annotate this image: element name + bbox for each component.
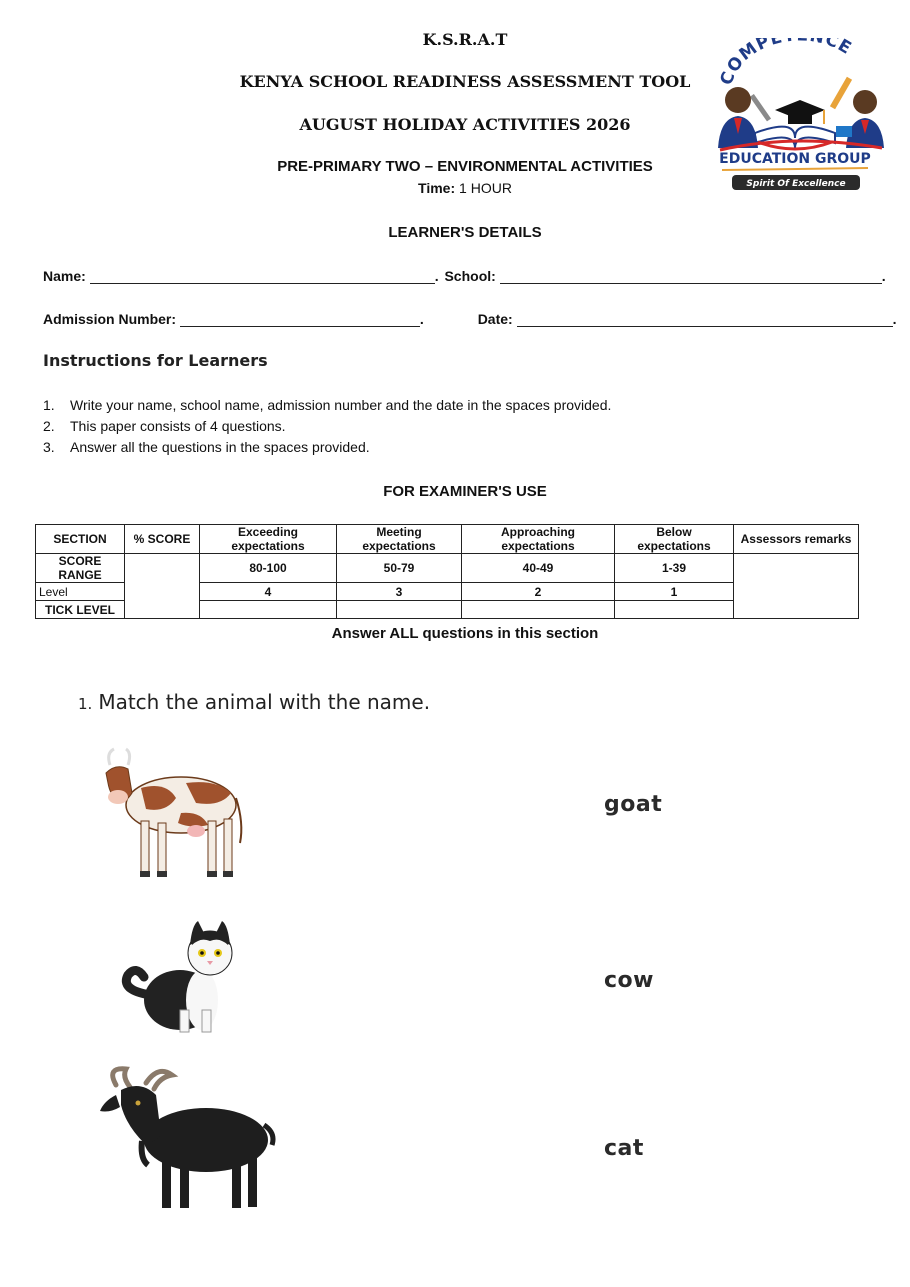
date-label: Date:: [477, 311, 513, 327]
assessment-title: KENYA SCHOOL READINESS ASSESSMENT TOOL: [239, 72, 691, 91]
logo-arc-text: COMPE CE: [716, 38, 856, 88]
col-approaching: Approaching expectations: [462, 525, 615, 554]
instruction-item: [43, 397, 611, 418]
col-exceeding: Exceeding expectations: [200, 525, 337, 554]
time-value: 1 HOUR: [459, 180, 512, 196]
question-1: [78, 690, 430, 714]
table-header-row: [36, 525, 859, 554]
instruction-text: Write your name, school name, admission number and the date in the spaces provided.: [70, 397, 612, 413]
question-number: 1.: [78, 695, 93, 713]
examiner-heading: FOR EXAMINER'S USE: [383, 483, 547, 500]
instruction-number: 1.: [43, 397, 55, 413]
admission-field[interactable]: [180, 313, 420, 327]
learner-details-heading: LEARNER'S DETAILS: [388, 224, 542, 241]
col-section: SECTION: [36, 525, 125, 554]
activities-subtitle: AUGUST HOLIDAY ACTIVITIES 2026: [299, 115, 631, 134]
level-cell: 1: [615, 583, 734, 601]
col-remarks: Assessors remarks: [734, 525, 859, 554]
instruction-item: [43, 418, 611, 439]
instruction-number: 2.: [43, 418, 55, 434]
time-label: Time:: [418, 180, 456, 196]
name-field[interactable]: [90, 270, 435, 284]
instruction-number: 3.: [43, 439, 55, 455]
range-cell: 50-79: [337, 554, 462, 583]
col-meeting: Meeting expectations: [337, 525, 462, 554]
time-line: [170, 180, 760, 196]
range-cell: 80-100: [200, 554, 337, 583]
cow-icon[interactable]: [96, 743, 246, 883]
percent-score-cell[interactable]: [125, 554, 200, 619]
remarks-cell[interactable]: [734, 554, 859, 619]
goat-icon[interactable]: [96, 1065, 276, 1215]
school-field[interactable]: [500, 270, 882, 284]
admission-label: Admission Number:: [43, 311, 177, 327]
col-below: Below expectations: [615, 525, 734, 554]
acronym: K.S.R.A.T: [422, 30, 508, 49]
cat-icon[interactable]: [120, 915, 240, 1035]
instructions-list: [43, 397, 611, 460]
tick-cell[interactable]: [462, 601, 615, 619]
section-note: Answer ALL questions in this section: [331, 625, 599, 642]
svg-text:COMPETENCE: [716, 38, 855, 88]
level-label: Level: [36, 583, 125, 601]
logo-motto: Spirit Of Excellence: [746, 179, 846, 189]
admission-date-row: Admission Number: . Date: .: [43, 311, 897, 327]
date-field[interactable]: [517, 313, 893, 327]
level-cell: 3: [337, 583, 462, 601]
col-score: % SCORE: [125, 525, 200, 554]
paper-title: PRE-PRIMARY TWO – ENVIRONMENTAL ACTIVITIES: [277, 158, 653, 175]
examiner-table: [35, 524, 859, 619]
question-text: Match the animal with the name.: [98, 690, 431, 714]
level-cell: 4: [200, 583, 337, 601]
word-cat[interactable]: cat: [604, 1136, 644, 1161]
range-cell: 40-49: [462, 554, 615, 583]
tick-cell[interactable]: [337, 601, 462, 619]
instruction-item: [43, 439, 611, 460]
instruction-text: Answer all the questions in the spaces provided.: [70, 439, 370, 455]
word-cow[interactable]: cow: [604, 968, 654, 993]
instruction-text: This paper consists of 4 questions.: [70, 418, 286, 434]
name-label: Name:: [43, 268, 86, 284]
name-school-row: Name: . School: .: [43, 268, 886, 284]
logo-graphic: [700, 38, 890, 198]
instructions-heading: Instructions for Learners: [43, 351, 268, 370]
logo-org-text: EDUCATION GROUP: [719, 151, 871, 167]
table-row: [36, 554, 859, 583]
tick-level-label: TICK LEVEL: [36, 601, 125, 619]
word-goat[interactable]: goat: [604, 792, 663, 817]
level-cell: 2: [462, 583, 615, 601]
range-cell: 1-39: [615, 554, 734, 583]
tick-cell[interactable]: [200, 601, 337, 619]
score-range-label: SCORE RANGE: [36, 554, 125, 583]
competence-logo: [700, 38, 890, 198]
tick-cell[interactable]: [615, 601, 734, 619]
school-label: School:: [444, 268, 496, 284]
